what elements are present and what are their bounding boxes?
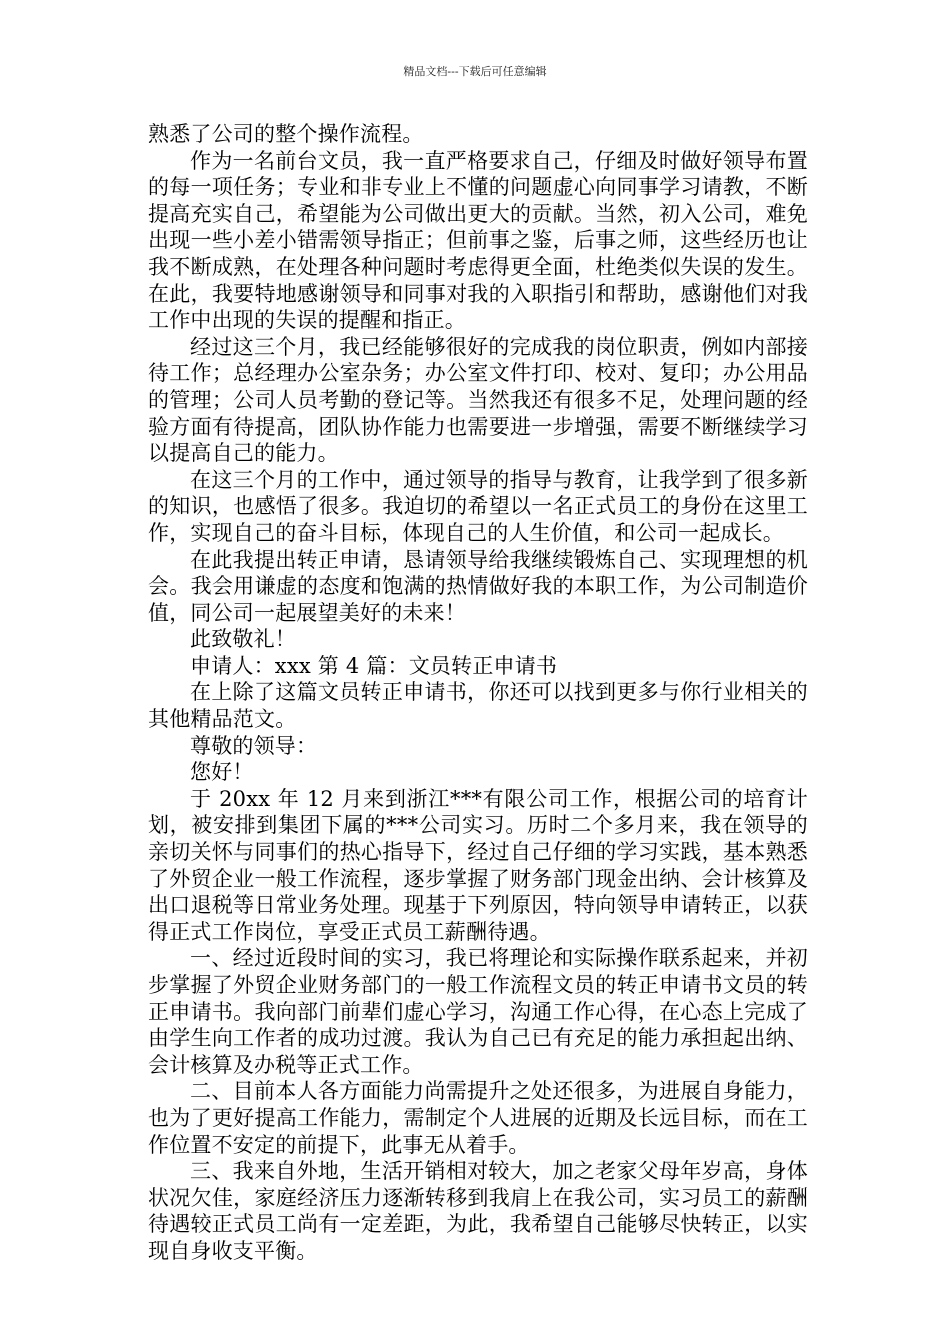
letter-greeting: 您好！ — [190, 760, 254, 785]
page-header: 精品文档---下载后可任意编辑 — [403, 65, 547, 78]
paragraph: 在此我提出转正申请，恳请领导给我继续锻炼自己、实现理想的机会。我会用谦虚的态度和饱满的热情做好我的本职工作，为公司制造价值，同公司一起展望美好的未来！ — [148, 547, 808, 625]
paragraph: 三、我来自外地，生活开销相对较大，加之老家父母年岁高，身体状况欠佳，家庭经济压力逐渐转移到我肩上在我公司，实习员工的薪酬待遇较正式员工尚有一定差距，为此，我希望自己能够尽快转正，以实现自身收支平衡。 — [148, 1159, 808, 1263]
letter-greeting: 尊敬的领导： — [190, 733, 318, 758]
document-body — [148, 121, 808, 1265]
paragraph: 二、目前本人各方面能力尚需提升之处还很多，为进展自身能力，也为了更好提高工作能力，需制定个人进展的近期及长远目标，而在工作位置不安定的前提下，此事无从着手。 — [148, 1079, 808, 1157]
paragraph: 在上除了这篇文员转正申请书，你还可以找到更多与你行业相关的其他精品范文。 — [148, 680, 808, 732]
closing-salutation: 此致敬礼！ — [190, 627, 296, 652]
paragraph: 熟悉了公司的整个操作流程。 — [148, 122, 424, 146]
paragraph: 一、经过近段时间的实习，我已将理论和实际操作联系起来，并初步掌握了外贸企业财务部门的一般工作流程文员的转正申请书文员的转正申请书。我向部门前辈们虚心学习，沟通工作心得，在心态上完成了由学生向工作者的成功过渡。我认为自己已有充足的能力承担起出纳、会计核算及办税等正式工作。 — [148, 946, 808, 1077]
applicant-line: 申请人：xxx 第 4 篇：文员转正申请书 — [190, 653, 558, 678]
paragraph: 作为一名前台文员，我一直严格要求自己，仔细及时做好领导布置的每一项任务；专业和非专业上不懂的问题虚心向同事学习请教，不断提高充实自己，希望能为公司做出更大的贡献。当然，初入公司，难免出现一些小差小错需领导指正；但前事之鉴，后事之师，这些经历也让我不断成熟，在处理各种问题时考虑得更全面，杜绝类似失误的发生。在此，我要特地感谢领导和同事对我的入职指引和帮助，感谢他们对我工作中出现的失误的提醒和指正。 — [148, 148, 808, 333]
paragraph: 于 20xx 年 12 月来到浙江***有限公司工作，根据公司的培育计划，被安排到集团下属的***公司实习。历时二个多月来，我在领导的亲切关怀与同事们的热心指导下，经过自己仔细的学习实践，基本熟悉了外贸企业一般工作流程，逐步掌握了财务部门现金出纳、会计核算及出口退税等日常业务处理。现基于下列原因，特向领导申请转正，以获得正式工作岗位，享受正式员工薪酬待遇。 — [148, 786, 808, 944]
paragraph: 在这三个月的工作中，通过领导的指导与教育，让我学到了很多新的知识，也感悟了很多。我迫切的希望以一名正式员工的身份在这里工作，实现自己的奋斗目标，体现自己的人生价值，和公司一起成长。 — [148, 467, 808, 545]
paragraph: 经过这三个月，我已经能够很好的完成我的岗位职责，例如内部接待工作；总经理办公室杂务；办公室文件打印、校对、复印；办公用品的管理；公司人员考勤的登记等。当然我还有很多不足，处理问题的经验方面有待提高，团队协作能力也需要进一步增强，需要不断继续学习以提高自己的能力。 — [148, 334, 808, 466]
